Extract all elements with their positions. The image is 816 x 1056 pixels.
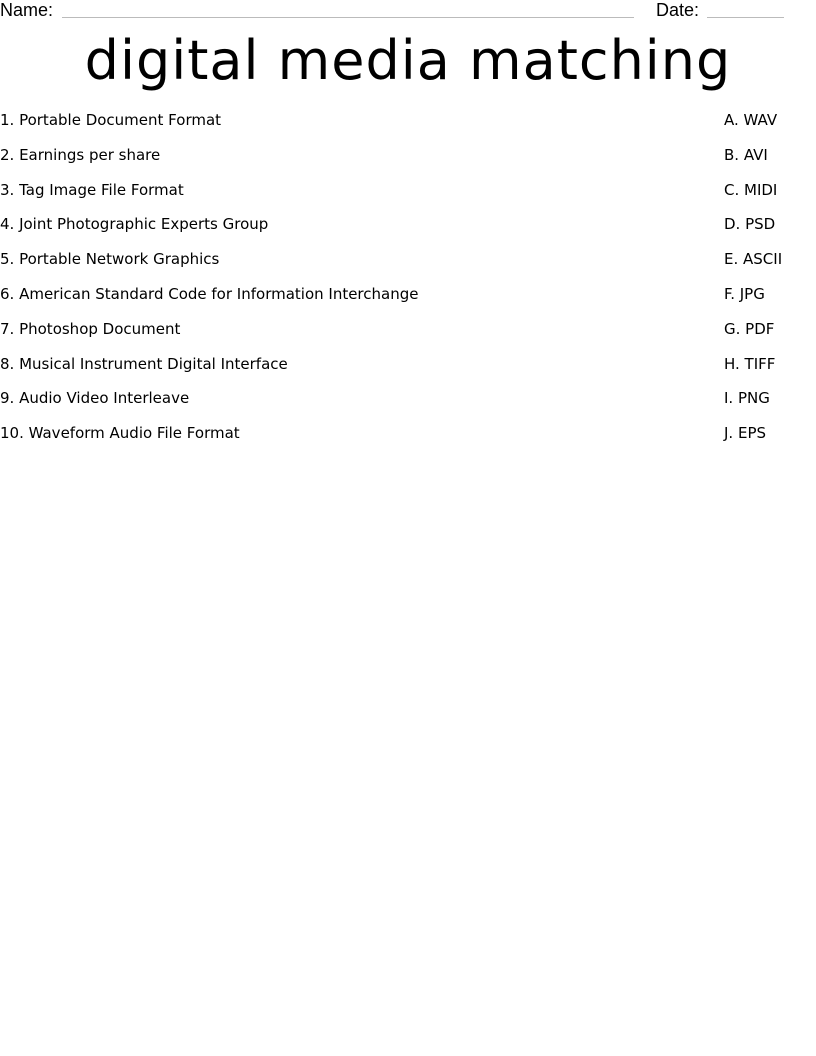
- clue-item: 3. Tag Image File Format: [0, 180, 184, 199]
- matching-row: [0, 111, 816, 146]
- date-blank-line[interactable]: [707, 17, 784, 18]
- matching-row: [0, 215, 816, 250]
- worksheet-title: digital media matching: [84, 29, 732, 92]
- answer-item: C. MIDI: [724, 180, 778, 199]
- name-label: Name:: [0, 0, 54, 20]
- matching-row: [0, 424, 816, 459]
- matching-row: [0, 285, 816, 320]
- clue-item: 2. Earnings per share: [0, 145, 161, 164]
- clue-item: 5. Portable Network Graphics: [0, 250, 220, 269]
- answer-item: A. WAV: [724, 111, 778, 129]
- answer-item: G. PDF: [724, 319, 775, 338]
- clue-item: 9. Audio Video Interleave: [0, 389, 190, 408]
- clue-item: 7. Photoshop Document: [0, 319, 181, 338]
- clue-item: 10. Waveform Audio File Format: [0, 424, 240, 443]
- matching-row: [0, 355, 816, 390]
- answer-item: F. JPG: [724, 284, 765, 303]
- matching-row: [0, 146, 816, 181]
- clue-item: 8. Musical Instrument Digital Interface: [0, 354, 288, 373]
- matching-row: [0, 181, 816, 216]
- date-label: Date:: [656, 0, 700, 20]
- matching-row: [0, 250, 816, 285]
- name-blank-line[interactable]: [62, 17, 634, 18]
- answer-item: J. EPS: [724, 424, 767, 443]
- answer-item: D. PSD: [724, 215, 776, 234]
- matching-row: [0, 389, 816, 424]
- answer-item: H. TIFF: [724, 354, 776, 373]
- matching-list: [0, 111, 816, 459]
- clue-item: 6. American Standard Code for Information Interchange: [0, 284, 419, 303]
- worksheet-header: [0, 0, 816, 22]
- clue-item: 4. Joint Photographic Experts Group: [0, 215, 269, 234]
- clue-item: 1. Portable Document Format: [0, 111, 222, 129]
- answer-item: E. ASCII: [724, 250, 783, 269]
- answer-item: I. PNG: [724, 389, 770, 408]
- matching-row: [0, 320, 816, 355]
- answer-item: B. AVI: [724, 145, 768, 164]
